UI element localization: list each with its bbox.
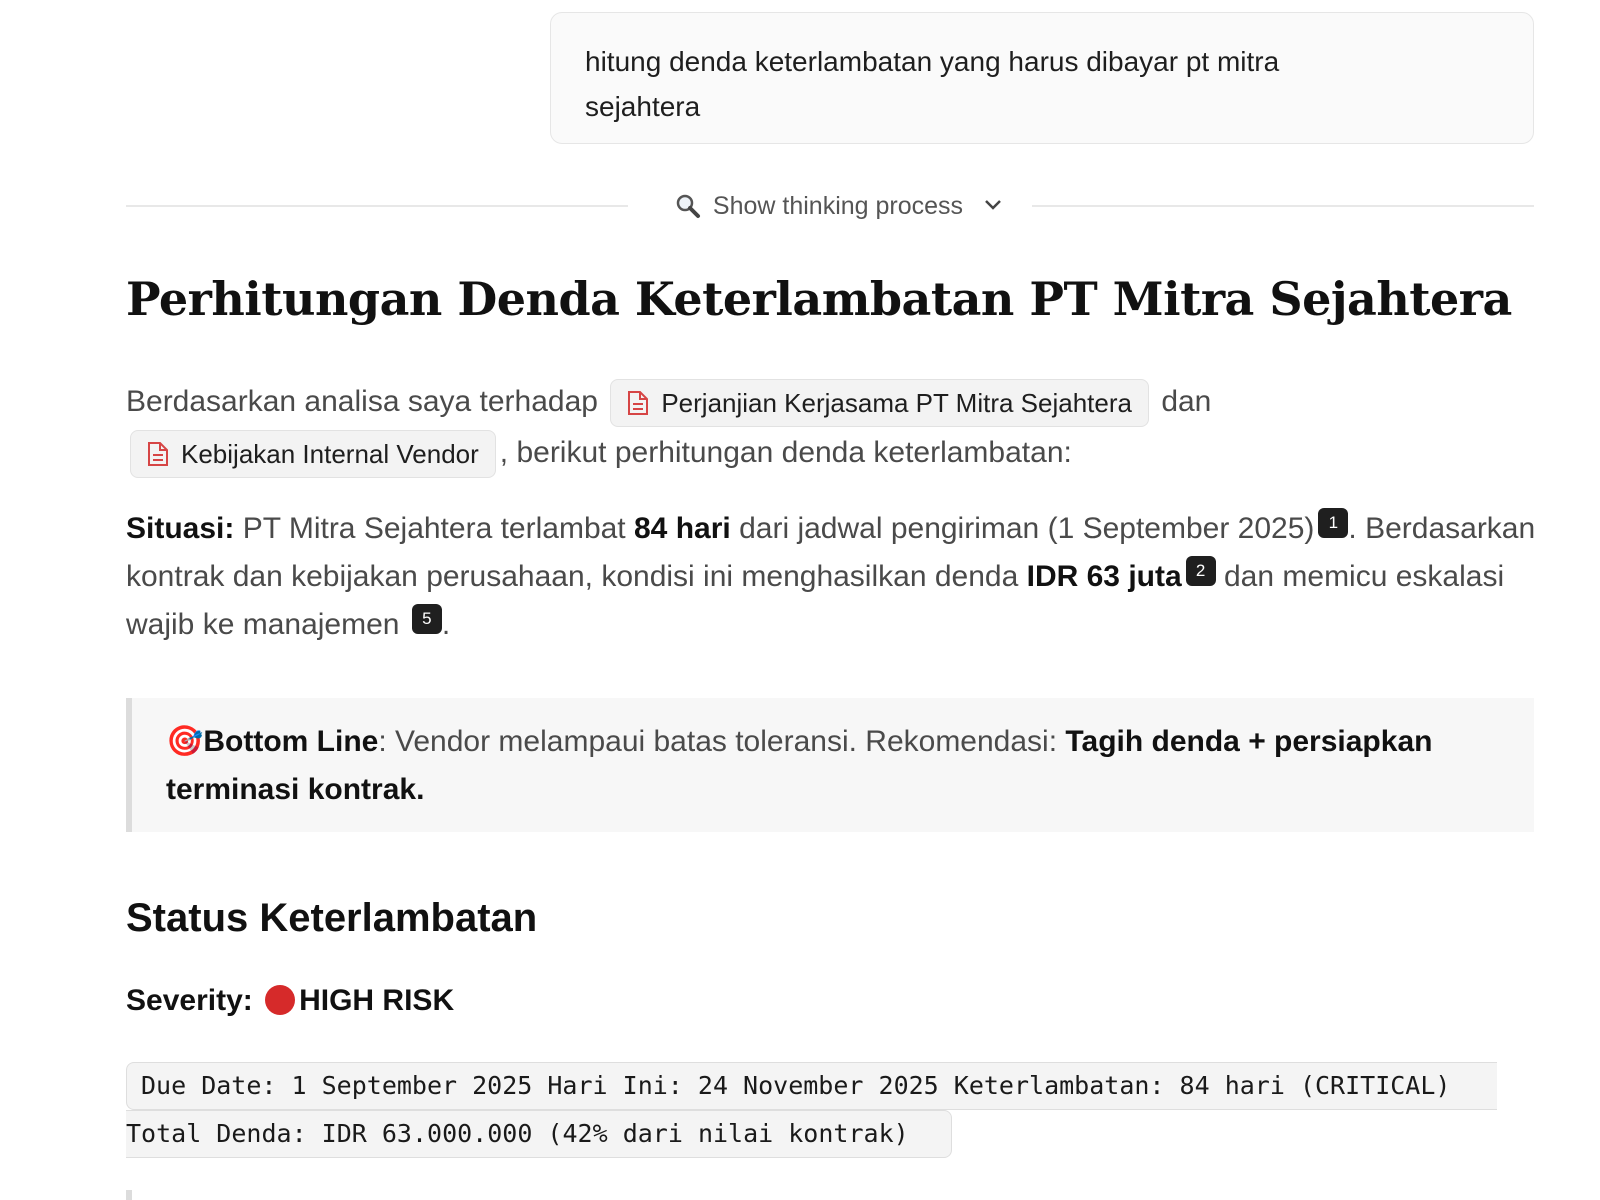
user-message-line: sejahtera (585, 91, 701, 122)
code-block-line: Total Denda: IDR 63.000.000 (42% dari nilai kontrak) (126, 1110, 952, 1158)
intro-text: dan (1161, 385, 1212, 418)
user-message-line: hitung denda keterlambatan yang harus dibayar pt mitra (585, 46, 1280, 77)
section-heading: Status Keterlambatan (126, 896, 538, 940)
magnifier-icon (675, 193, 701, 219)
chevron-down-icon (983, 195, 1003, 218)
document-chip-perjanjian[interactable] (610, 379, 1149, 427)
thinking-divider (126, 178, 1534, 234)
document-icon (147, 441, 169, 467)
severity-label: Severity: (126, 984, 253, 1017)
callout-label: Bottom Line (203, 725, 379, 758)
severity-line (126, 984, 454, 1018)
bottom-line-callout (126, 698, 1534, 832)
intro-paragraph (126, 376, 1536, 478)
situation-label: Situasi: (126, 512, 235, 545)
citation-badge[interactable]: 2 (1186, 556, 1216, 586)
divider-line (1032, 205, 1534, 207)
callout-text: : Vendor melampaui batas toleransi. Rekomendasi: (378, 725, 1058, 758)
show-thinking-button[interactable] (646, 178, 1032, 234)
situation-text: dan memicu eskalasi wajib ke manajemen (126, 560, 1505, 641)
next-block-edge (126, 1190, 132, 1200)
situation-paragraph (126, 505, 1536, 649)
citation-badge[interactable]: 1 (1318, 508, 1348, 538)
situation-text: dari jadwal pengiriman (1 September 2025) (739, 512, 1315, 545)
situation-fine: IDR 63 juta (1026, 560, 1182, 593)
user-message-bubble (550, 12, 1534, 144)
situation-text: . Berdasarkan kontrak dan kebijakan perusahaan, kondisi ini menghasilkan denda (126, 512, 1536, 593)
document-chip-label: Perjanjian Kerjasama PT Mitra Sejahtera (661, 388, 1132, 419)
response-title: Perhitungan Denda Keterlambatan PT Mitra Sejahtera (126, 272, 1512, 326)
intro-text: Berdasarkan analisa saya terhadap (126, 385, 598, 418)
show-thinking-label: Show thinking process (712, 191, 964, 220)
callout-recommendation: Tagih denda + persiapkan terminasi kontrak. (166, 725, 1433, 806)
intro-text: , berikut perhitungan denda keterlambatan: (499, 436, 1072, 470)
red-circle-icon (265, 985, 295, 1015)
situation-days: 84 hari (634, 512, 731, 545)
severity-value: HIGH RISK (299, 984, 455, 1017)
situation-text: . (441, 608, 451, 641)
code-block-line: Due Date: 1 September 2025 Hari Ini: 24 November 2025 Keterlambatan: 84 hari (CRITICAL) (126, 1062, 1497, 1110)
citation-badge[interactable]: 5 (412, 604, 442, 634)
target-icon: 🎯 (166, 725, 204, 758)
document-chip-kebijakan[interactable] (130, 430, 496, 478)
document-icon (627, 390, 649, 416)
situation-text: PT Mitra Sejahtera terlambat (242, 512, 626, 545)
divider-line (126, 205, 628, 207)
document-chip-label: Kebijakan Internal Vendor (181, 439, 479, 470)
